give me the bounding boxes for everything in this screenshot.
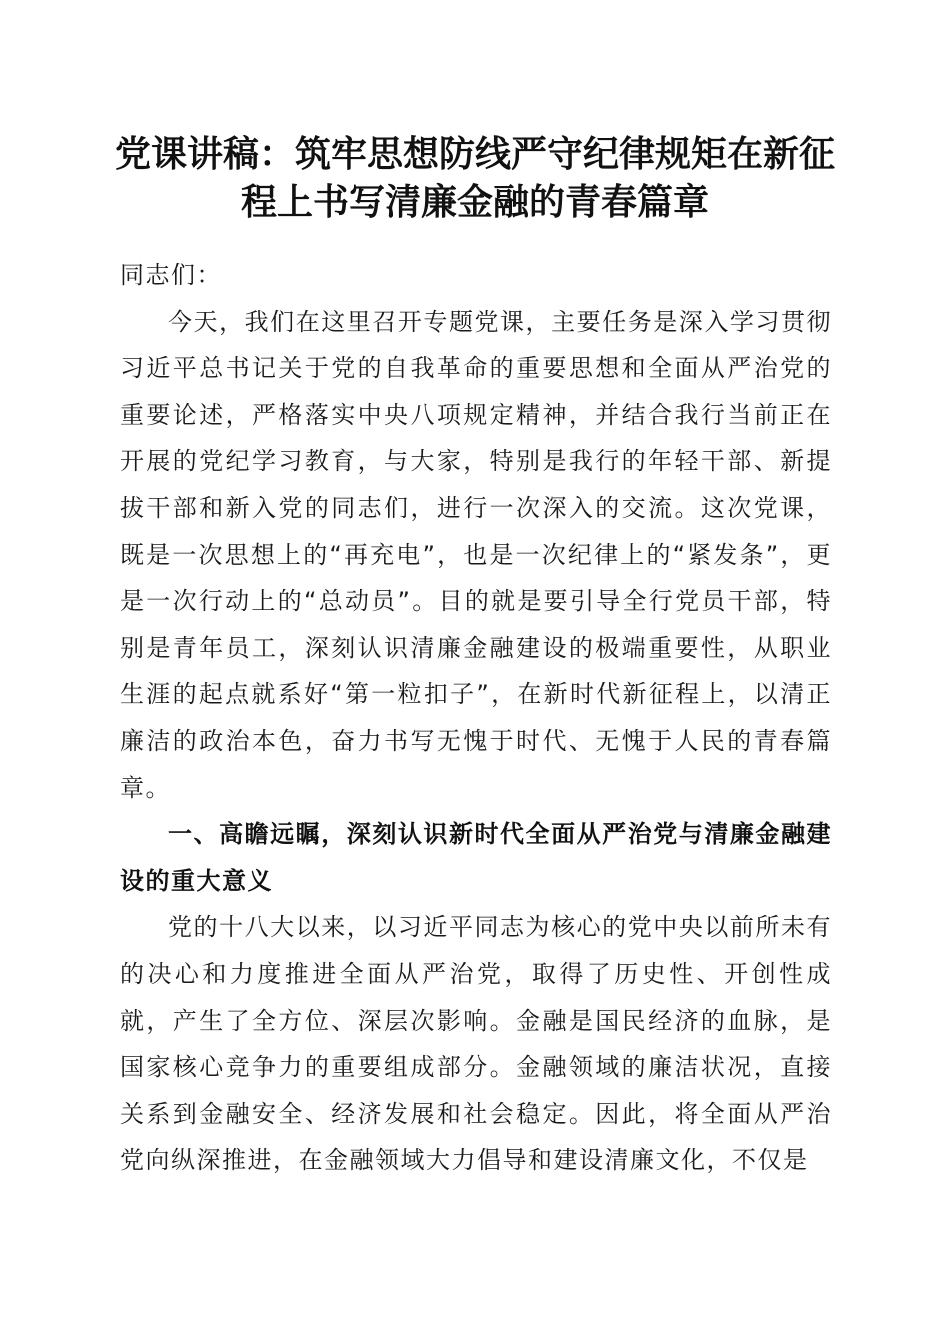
greeting: 同志们： [120,261,222,289]
paragraph-intro: 今天，我们在这里召开专题党课，主要任务是深入学习贯彻习近平总书记关于党的自我革命的重要思想和全面从严治党的重要论述，严格落实中央八项规定精神，并结合我行当前正在开展的党纪学习教育，与大家，特别是我行的年轻干部、新提拔干部和新入党的同志们，进行一次深入的交流。这次党课，既是一次思想上的“再充电”，也是一次纪律上的“紧发条”，更是一次行动上的“总动员”。目的就是要引导全行党员干部，特别是青年员工，深刻认识清廉金融建设的极端重要性，从职业生涯的起点就系好“第一粒扣子”，在新时代新征程上，以清正廉洁的政治本色，奋力书写无愧于时代、无愧于人民的青春篇章。 [120,307,832,802]
section-heading-1: 一、高瞻远瞩，深刻认识新时代全面从严治党与清廉金融建设的重大意义 [120,820,832,895]
paragraph-section-1: 党的十八大以来，以习近平同志为核心的党中央以前所未有的决心和力度推进全面从严治党，取得了历史性、开创性成就，产生了全方位、深层次影响。金融是国民经济的血脉，是国家核心竞争力的重要组成部分。金融领域的廉洁状况，直接关系到金融安全、经济发展和社会稳定。因此，将全面从严治党向纵深推进，在金融领域大力倡导和建设清廉文化，不仅是 [120,913,832,1175]
document-title [100,130,850,226]
document-body [120,252,832,1184]
title-line-1: 党课讲稿：筑牢思想防线严守纪律规矩在新征 [114,133,835,175]
title-line-2: 程上书写清廉金融的青春篇章 [240,181,709,223]
